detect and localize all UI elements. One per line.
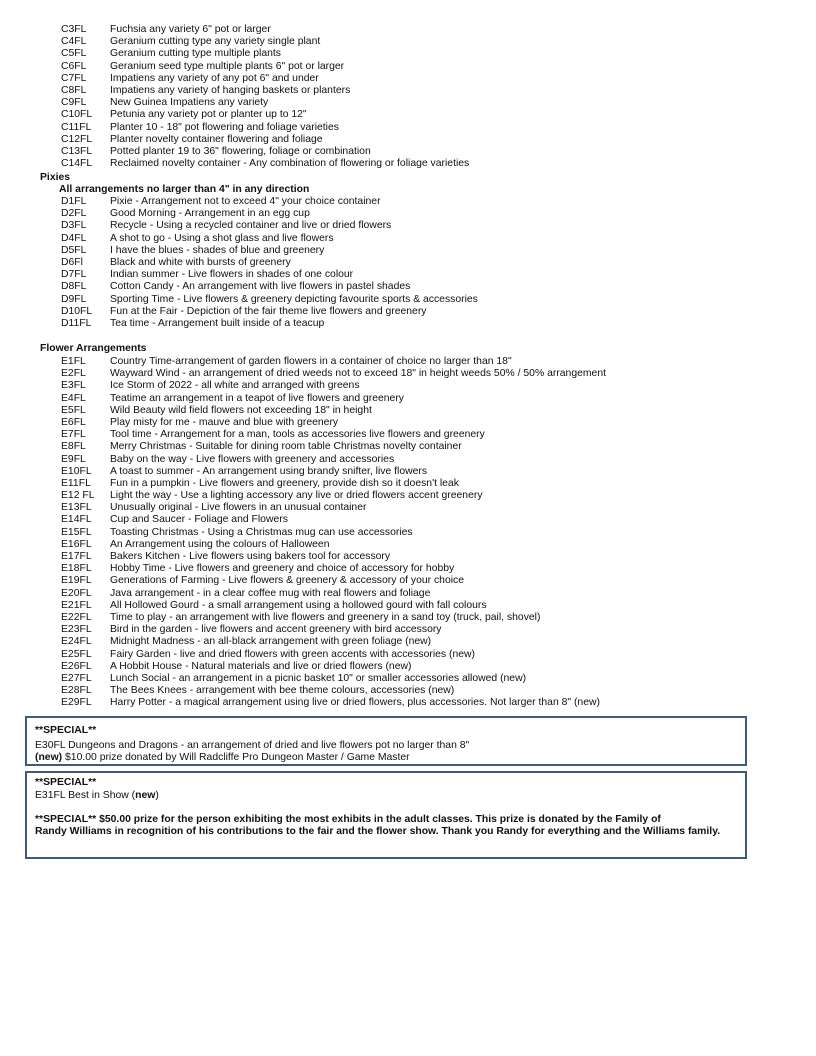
class-description: Fairy Garden - live and dried flowers with green accents with accessories (new)	[110, 648, 475, 660]
special-e30-prize-line	[35, 752, 410, 764]
class-code: E24FL	[61, 636, 92, 648]
class-description: Petunia any variety pot or planter up to 12"	[110, 109, 307, 121]
class-code: E10FL	[61, 465, 92, 477]
class-description: Impatiens any variety of any pot 6" and under	[110, 72, 319, 84]
class-code: C6FL	[61, 60, 87, 72]
class-code: E23FL	[61, 624, 92, 636]
class-code: E25FL	[61, 648, 92, 660]
class-description: New Guinea Impatiens any variety	[110, 97, 269, 109]
class-code: D6Fl	[61, 256, 83, 268]
class-description: Tea time - Arrangement built inside of a teacup	[110, 317, 325, 329]
class-description: Good Morning - Arrangement in an egg cup	[110, 208, 310, 220]
prize-text: $10.00 prize donated by Will Radcliffe Pro Dungeon Master / Game Master	[62, 752, 410, 763]
pixies-subheading: All arrangements no larger than 4" in any direction	[59, 184, 310, 195]
new-tag: (new)	[35, 752, 63, 763]
class-code: E13FL	[61, 502, 92, 514]
class-code: D10FL	[61, 305, 93, 317]
class-code: E20FL	[61, 587, 92, 599]
class-description: Fun at the Fair - Depiction of the fair theme live flowers and greenery	[110, 305, 427, 317]
class-description: Impatiens any variety of hanging baskets or planters	[110, 84, 351, 96]
class-code: C11FL	[61, 121, 92, 133]
class-code: E11FL	[61, 477, 91, 489]
class-description: Toasting Christmas - Using a Christmas mug can use accessories	[110, 526, 413, 538]
special-title: **SPECIAL**	[35, 777, 97, 788]
class-code: D2FL	[61, 208, 87, 220]
class-description: Planter 10 - 18" pot flowering and foliage varieties	[110, 121, 339, 133]
class-description: Generations of Farming - Live flowers & greenery & accessory of your choice	[110, 575, 465, 587]
class-code: C14FL	[61, 158, 93, 170]
class-code: E7FL	[61, 429, 86, 441]
class-description: Cotton Candy - An arrangement with live flowers in pastel shades	[110, 281, 411, 293]
class-description: Indian summer - Live flowers in shades of one colour	[110, 269, 354, 281]
class-code: D8FL	[61, 281, 87, 293]
class-description: Midnight Madness - an all-black arrangement with green foliage (new)	[110, 636, 432, 648]
class-code: D4FL	[61, 232, 87, 244]
class-code: C12FL	[61, 133, 93, 145]
special-box-e31	[25, 771, 747, 859]
class-code: C7FL	[61, 72, 87, 84]
class-description: Recycle - Using a recycled container and live or dried flowers	[110, 220, 392, 232]
class-description: Geranium cutting type multiple plants	[110, 48, 281, 60]
class-description: Harry Potter - a magical arrangement using live or dried flowers, plus accessories. Not larger than 8" (new)	[110, 697, 600, 709]
new-tag: new	[135, 790, 156, 801]
class-description: Fuchsia any variety 6" pot or larger	[110, 24, 271, 35]
class-code: C5FL	[61, 48, 87, 60]
class-description: Teatime an arrangement in a teapot of live flowers and greenery	[110, 392, 404, 404]
class-description: All Hollowed Gourd - a small arrangement using a hollowed gourd with fall colours	[110, 599, 487, 611]
class-description: A toast to summer - An arrangement using brandy snifter, live flowers	[110, 465, 428, 477]
class-code: E26FL	[61, 660, 92, 672]
class-description: A shot to go - Using a shot glass and live flowers	[110, 232, 334, 244]
class-code: E9FL	[61, 453, 86, 465]
class-description: Fun in a pumpkin - Live flowers and greenery, provide dish so it doesn't leak	[110, 477, 459, 489]
class-code: E21FL	[61, 599, 92, 611]
class-description: Lunch Social - an arrangement in a picnic basket 10" or smaller accessories allowed (new)	[110, 672, 527, 684]
e31-text: E31FL Best in Show (	[35, 790, 136, 801]
class-description: Unusually original - Live flowers in an unusual container	[110, 502, 367, 514]
special-prize-paragraph-line-2: Randy Williams in recognition of his contributions to the fair and the flower show. Thank you Randy for everything and the Williams family.	[35, 826, 721, 837]
class-code: E29FL	[61, 697, 92, 709]
class-code: E17FL	[61, 551, 92, 562]
special-box-e30	[25, 716, 747, 766]
class-description: Time to play - an arrangement with live flowers and greenery in a sand toy (truck, pail, shovel)	[110, 611, 541, 623]
class-code: C4FL	[61, 36, 87, 48]
class-code: D3FL	[61, 220, 87, 232]
class-description: Ice Storm of 2022 - all white and arranged with greens	[110, 380, 360, 392]
class-description: Geranium seed type multiple plants 6" pot or larger	[110, 60, 345, 72]
class-code: E8FL	[61, 441, 86, 453]
class-description: The Bees Knees - arrangement with bee theme colours, accessories (new)	[110, 685, 455, 697]
pixies-heading: Pixies	[40, 172, 71, 183]
class-code: D1FL	[61, 196, 87, 207]
class-description: Reclaimed novelty container - Any combination of flowering or foliage varieties	[110, 158, 470, 170]
class-code: C9FL	[61, 97, 87, 109]
class-description: Geranium cutting type any variety single plant	[110, 36, 321, 48]
class-description: Merry Christmas - Suitable for dining room table Christmas novelty container	[110, 441, 462, 453]
flower-arrangements-heading: Flower Arrangements	[40, 343, 147, 354]
class-description: Light the way - Use a lighting accessory any live or dried flowers accent greenery	[110, 490, 483, 502]
class-code: C8FL	[61, 84, 87, 96]
class-description: A Hobbit House - Natural materials and live or dried flowers (new)	[110, 660, 412, 672]
class-description: Potted planter 19 to 36" flowering, foliage or combination	[110, 145, 371, 157]
class-code: D5FL	[61, 244, 87, 256]
class-code: E19FL	[61, 575, 92, 587]
class-code: E22FL	[61, 611, 92, 623]
class-code: E6FL	[61, 416, 86, 428]
class-code: E3FL	[61, 380, 86, 392]
class-description: Black and white with bursts of greenery	[110, 256, 291, 268]
special-prize-paragraph-line-1: **SPECIAL** $50.00 prize for the person exhibiting the most exhibits in the adult classes. This prize is donated by the Family of	[35, 814, 661, 825]
class-code: C13FL	[61, 145, 93, 157]
special-title: **SPECIAL**	[35, 725, 97, 736]
class-description: Bird in the garden - live flowers and accent greenery with bird accessory	[110, 624, 442, 636]
class-description: Bakers Kitchen - Live flowers using bakers tool for accessory	[110, 551, 391, 562]
class-code: E4FL	[61, 392, 86, 404]
class-code: E15FL	[61, 526, 92, 538]
class-code: D7FL	[61, 269, 87, 281]
class-description: Cup and Saucer - Foliage and Flowers	[110, 514, 288, 526]
class-code: E16FL	[61, 538, 92, 550]
class-description: Pixie - Arrangement not to exceed 4" your choice container	[110, 196, 381, 207]
class-description: Country Time-arrangement of garden flowers in a container of choice no larger than 18"	[110, 356, 512, 367]
special-e30-line: E30FL Dungeons and Dragons - an arrangement of dried and live flowers pot no larger than 8"	[35, 740, 470, 751]
class-code: E14FL	[61, 514, 92, 526]
e31-close: )	[155, 790, 159, 801]
class-code: E28FL	[61, 685, 92, 697]
special-e31-line	[35, 790, 159, 802]
class-code: E5FL	[61, 404, 86, 416]
class-description: Wayward Wind - an arrangement of dried weeds not to exceed 18" in height weeds 50% / 50% arrangement	[110, 368, 606, 380]
class-code: E18FL	[61, 563, 92, 575]
class-code: E12 FL	[61, 490, 95, 502]
class-description: Hobby Time - Live flowers and greenery and choice of accessory for hobby	[110, 563, 455, 575]
class-code: C10FL	[61, 109, 93, 121]
class-code: E1FL	[61, 356, 86, 367]
class-code: D9FL	[61, 293, 87, 305]
class-code: C3FL	[61, 24, 87, 35]
class-description: Tool time - Arrangement for a man, tools as accessories live flowers and greenery	[110, 429, 485, 441]
class-description: Java arrangement - in a clear coffee mug with real flowers and foliage	[110, 587, 431, 599]
class-description: Sporting Time - Live flowers & greenery depicting favourite sports & accessories	[110, 293, 478, 305]
class-description: An Arrangement using the colours of Halloween	[110, 538, 330, 550]
class-description: Baby on the way - Live flowers with greenery and accessories	[110, 453, 395, 465]
class-code: D11FL	[61, 317, 92, 329]
class-description: Planter novelty container flowering and foliage	[110, 133, 323, 145]
class-code: E27FL	[61, 672, 92, 684]
class-description: I have the blues - shades of blue and greenery	[110, 244, 325, 256]
class-description: Wild Beauty wild field flowers not exceeding 18" in height	[110, 404, 372, 416]
class-description: Play misty for me - mauve and blue with greenery	[110, 416, 339, 428]
class-code: E2FL	[61, 368, 86, 380]
